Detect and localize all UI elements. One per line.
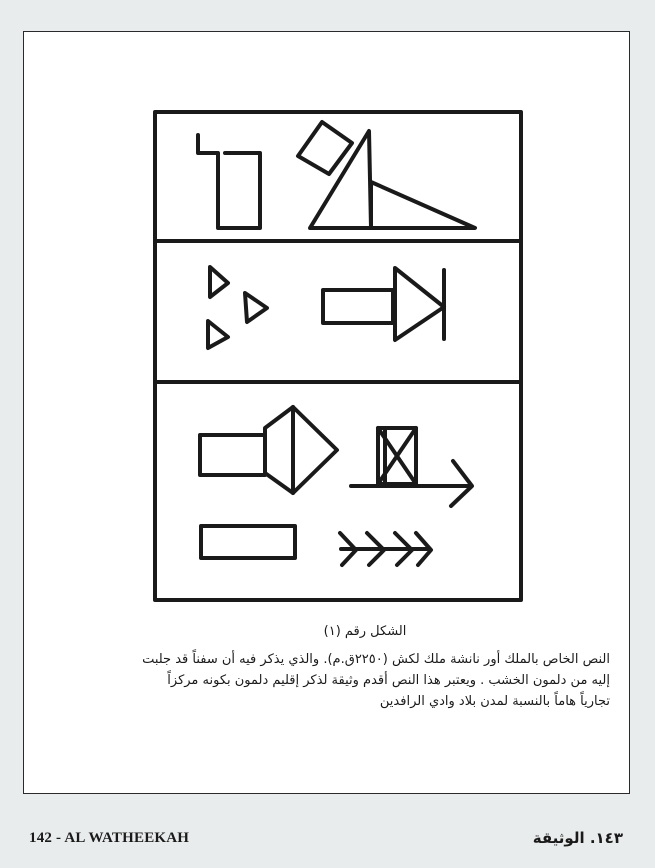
- footer-page-number-english: 142 - AL WATHEEKAH: [29, 830, 190, 846]
- cuneiform-figure: [153, 110, 523, 602]
- rectangle-sign: [201, 526, 295, 558]
- figure-drawing: [153, 110, 523, 602]
- body-line: إليه من دلمون الخشب . ويعتبر هذا النص أقدم وثيقة لذكر إقليم دلمون بكونه مركزاً: [167, 673, 610, 688]
- footer-page-number-arabic: ١٤٣. الوثيقة: [532, 829, 623, 847]
- feathered-arrow-sign: [340, 533, 431, 565]
- arrow-triangle-sign: [323, 268, 444, 340]
- rectangle-pentagon-sign: [200, 407, 337, 493]
- square-on-triangle-sign: [298, 122, 352, 174]
- body-line: تجارياً هاماً بالنسبة لمدن بلاد وادي الرافدين: [379, 694, 610, 709]
- body-paragraph: [52, 649, 610, 712]
- figure-caption: الشكل رقم (١): [323, 624, 407, 639]
- wedge-triangle-sign: [310, 131, 475, 228]
- open-rectangle-sign: [198, 135, 260, 228]
- body-line: النص الخاص بالملك أور نانشة ملك لكش (٢٢٥٠ق.م). والذي يذكر فيه أن سفناً قد جلبت: [142, 652, 610, 667]
- crossed-box-sign: [378, 428, 416, 484]
- three-triangles-sign: [208, 267, 267, 348]
